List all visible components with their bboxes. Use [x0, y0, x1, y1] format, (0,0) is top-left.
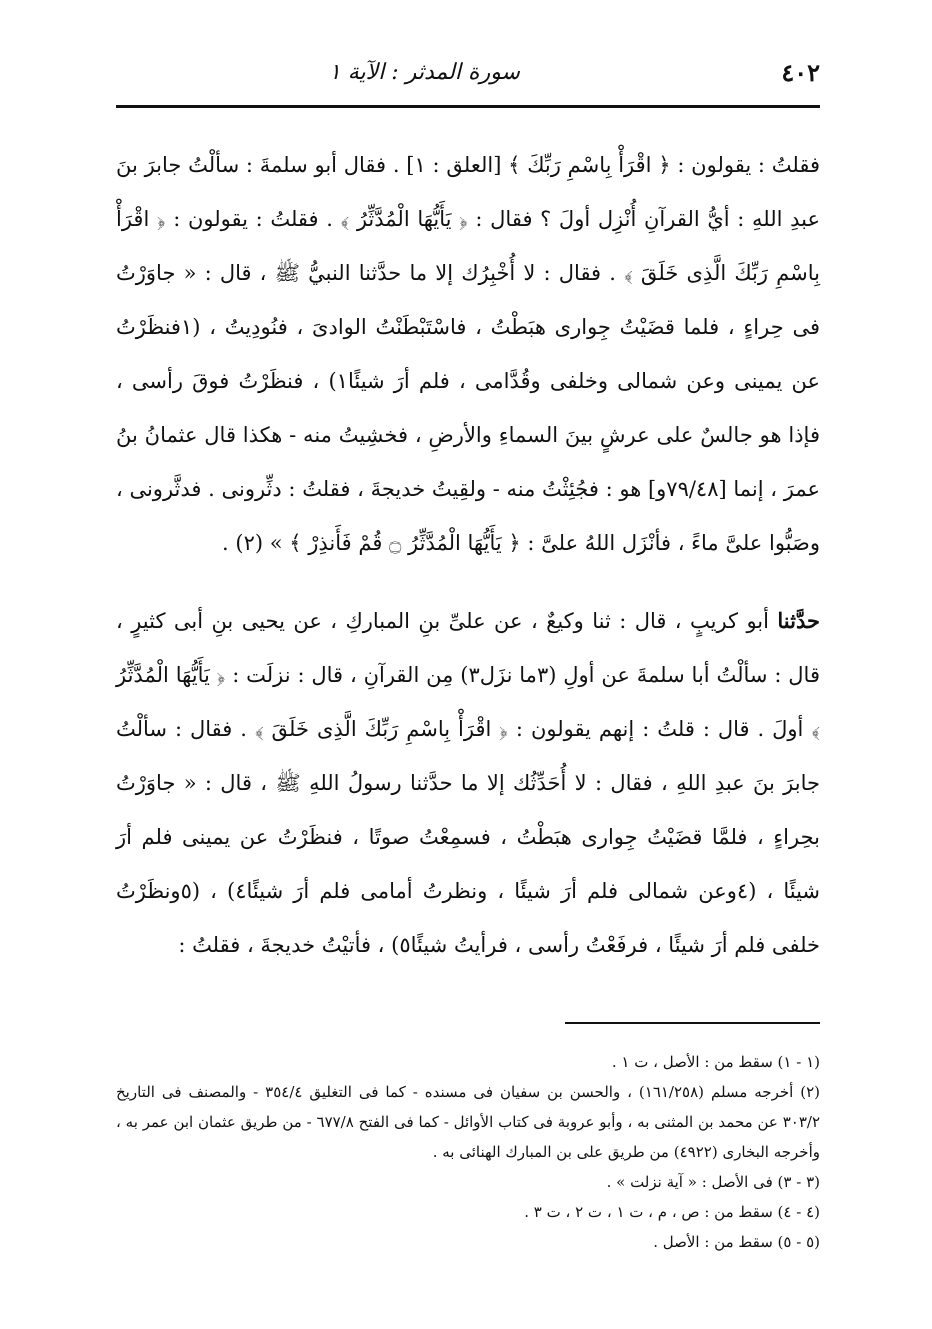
footnote-2: (٢) أخرجه مسلم (١٦١/٢٥٨) ، والحسن بن سفيان فى مسنده - كما فى التغليق ٣٥٤/٤ - والمصنف فى التاريخ ٣٠٣/٢ عن محمد بن المثنى به ، وأبو عروبة فى كتاب الأوائل - كما فى الفتح ٦٧٧/٨ - من طريق عثمان ابن عمر به ، وأخرجه البخارى (٤٩٢٢) من طريق على بن المبارك الهنائى به . — [116, 1083, 821, 1161]
footnote-1: (١ - ١) سقط من : الأصل ، ت ١ . — [611, 1053, 820, 1071]
header-rule — [116, 105, 820, 108]
paragraph-2-text: أبو كريبٍ ، قال : ثنا وكيعٌ ، عن علىِّ بنِ المباركِ ، عن يحيى بنِ أبى كثيرٍ ، قال : سألْتُ أبا سلمةَ عن أولِ (٣ما نزَل٣) مِن القرآنِ ، قال : نزلَت : ﴿ يَأَيُّهَا الْمُدَّثِّرُ ﴾ أولَ . قال : قلتُ : إنهم يقولون : ﴿ اقْرَأْ بِاسْمِ رَبِّكَ الَّذِى خَلَقَ ﴾ . فقال : سألْتُ جابرَ بنَ عبدِ اللهِ ، فقال : لا أُحَدِّثُك إلا ما حدَّثنا رسولُ اللهِ ﷺ ، قال : « جاوَرْتُ بحِراءٍ ، فلمَّا قضَيْتُ جِوارى هبَطْتُ ، فسمِعْتُ صوتًا ، فنظَرْتُ عن يمينى فلم أرَ شيئًا ، (٤وعن شمالى فلم أرَ شيئًا ، ونظرتُ أمامى فلم أرَ شيئًا٤) ، (٥ونظَرْتُ خلفى فلم أرَ شيئًا ، فرفَعْتُ رأسى ، فرأيتُ شيئًا٥) ، فأتيْتُ خديجةَ ، فقلتُ : — [116, 609, 821, 957]
footnote-3: (٣ - ٣) فى الأصل : « آية نزلت » . — [606, 1173, 820, 1191]
paragraph-1-text: فقلتُ : يقولون : ﴿ اقْرَأْ بِاسْمِ رَبِّكَ ﴾ [العلق : ١] . فقال أبو سلمةَ : سألْتُ جابرَ بنَ عبدِ اللهِ : أيُّ القرآنِ أُنْزِل أولَ ؟ فقال : ﴿ يَأَيُّهَا الْمُدَّثِّرُ ﴾ . فقلتُ : يقولون : ﴿ اقْرَأْ بِاسْمِ رَبِّكَ الَّذِى خَلَقَ ﴾ . فقال : لا أُخْبِرُك إلا ما حدَّثنا النبيُّ ﷺ ، قال : « جاوَرْتُ فى حِراءٍ ، فلما قضَيْتُ جِوارى هبَطْتُ ، فاسْتَبْطَنْتُ الوادىَ ، فنُودِيتُ ، (١فنظَرْتُ عن يمينى وعن شمالى وخلفى وقُدَّامى ، فلم أرَ شيئًا١) ، فنظَرْتُ فوقَ رأسى ، فإذا هو جالسٌ على عرشٍ بينَ السماءِ والأرضِ ، فخشِيتُ منه - هكذا قال عثمانُ بنُ عمرَ ، إنما [٧٩/٤٨و] هو : فجُئِثْتُ منه - ولقِيتُ خديجةَ ، فقلتُ : دثِّرونى . فدثَّرونى ، وصَبُّوا علىَّ ماءً ، فأنْزَل اللهُ علىَّ : ﴿ يَأَيُّهَا الْمُدَّثِّرُ ۝ قُمْ فَأَنذِرْ ﴾ » (٢) . — [116, 153, 820, 555]
running-title: سورة المدثر : الآية ١ — [328, 60, 520, 85]
footnote-4: (٤ - ٤) سقط من : ص ، م ، ت ١ ، ت ٢ ، ت ٣ . — [524, 1203, 820, 1221]
footnote-rule — [565, 1022, 820, 1024]
page-header — [115, 58, 820, 92]
paragraph-2 — [116, 594, 820, 972]
footnote-5: (٥ - ٥) سقط من : الأصل . — [653, 1233, 820, 1251]
main-text — [116, 138, 820, 972]
paragraph-1 — [116, 138, 820, 570]
footnotes — [116, 1047, 820, 1257]
paragraph-2-lead: حدَّثنا — [777, 608, 820, 633]
page-number: ٤٠٢ — [781, 58, 820, 87]
